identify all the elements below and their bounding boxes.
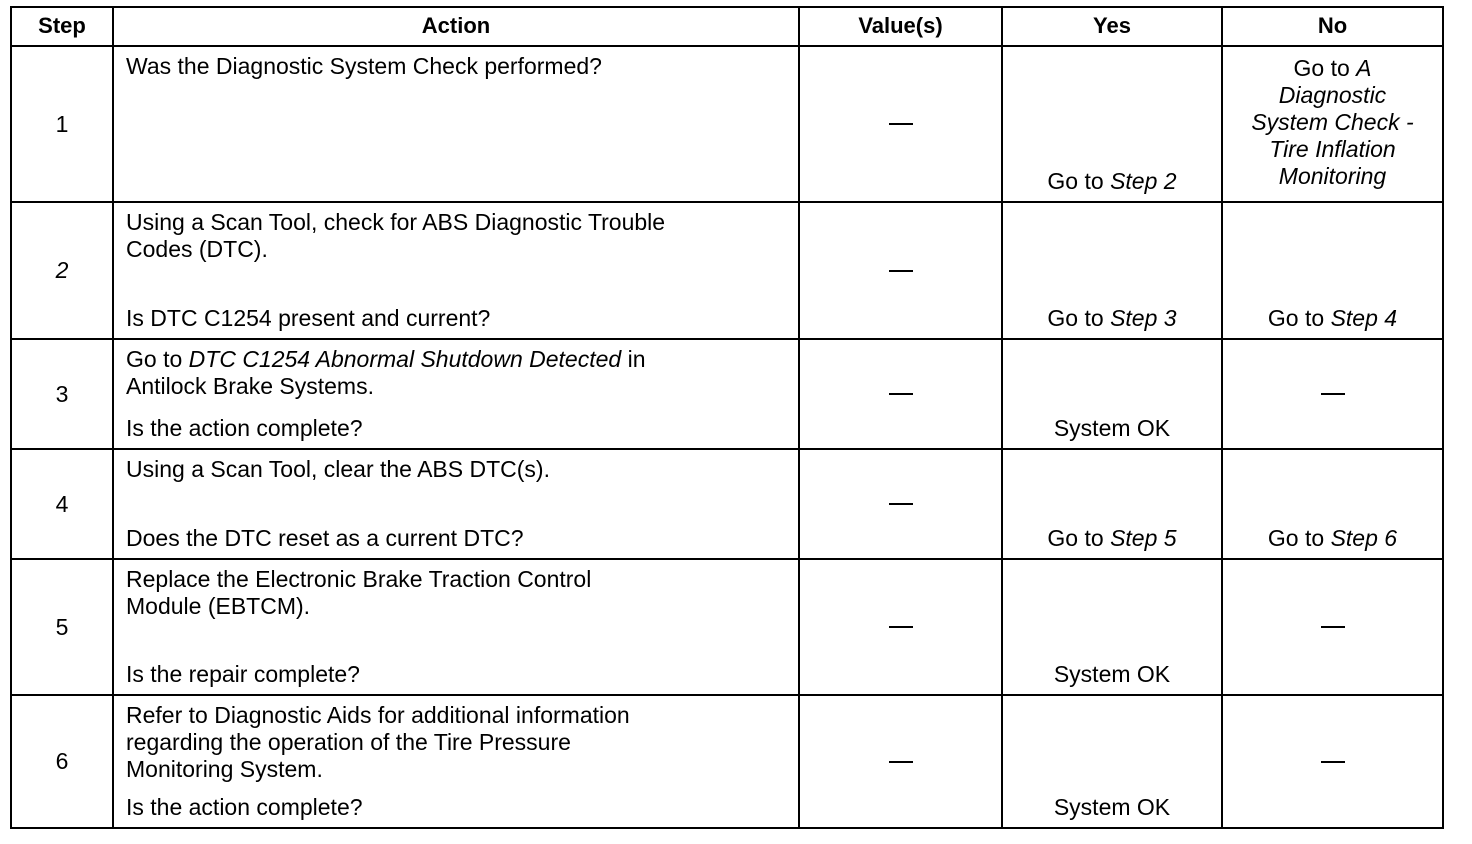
yes-answer: Go to Step 3 (1047, 305, 1177, 331)
step-number: 6 (12, 696, 114, 827)
value-cell (800, 450, 1003, 560)
no-dash (1321, 626, 1345, 628)
step-number: 5 (12, 560, 114, 696)
action-question: Is DTC C1254 present and current? (126, 305, 491, 331)
action-text: Refer to Diagnostic Aids for additional information (126, 702, 630, 728)
action-text: Using a Scan Tool, check for ABS Diagnostic Trouble (126, 209, 666, 235)
value-cell (800, 560, 1003, 696)
no-cell (1223, 47, 1442, 203)
action-text: Codes (DTC). (126, 236, 268, 262)
yes-answer: System OK (1053, 661, 1171, 687)
header-step: Step (12, 8, 114, 47)
step-link[interactable]: Step 3 (1110, 305, 1177, 331)
step-link[interactable]: Step 6 (1330, 525, 1398, 551)
action-cell (114, 560, 800, 696)
action-text: Antilock Brake Systems. (126, 373, 374, 399)
yes-cell (1003, 696, 1223, 827)
action-text: regarding the operation of the Tire Pressure (126, 729, 571, 755)
action-cell (114, 203, 800, 340)
step-link[interactable]: Step 4 (1330, 305, 1398, 331)
step-number: 4 (12, 450, 114, 560)
yes-cell (1003, 560, 1223, 696)
no-cell (1223, 340, 1442, 450)
value-dash (889, 503, 913, 505)
yes-answer: System OK (1053, 794, 1171, 820)
step-link[interactable]: Step 2 (1110, 168, 1177, 194)
yes-cell (1003, 47, 1223, 203)
header-action: Action (114, 8, 800, 47)
value-cell (800, 47, 1003, 203)
no-dash (1321, 761, 1345, 763)
yes-answer: System OK (1053, 415, 1171, 441)
value-dash (889, 626, 913, 628)
diagnostic-table (10, 6, 1444, 829)
yes-answer: Go to Step 5 (1047, 525, 1177, 551)
header-no: No (1223, 8, 1442, 47)
action-text: Module (EBTCM). (126, 593, 311, 619)
action-question: Does the DTC reset as a current DTC? (126, 525, 524, 551)
action-text: Using a Scan Tool, clear the ABS DTC(s). (126, 456, 550, 482)
no-answer: Go to Step 4 (1267, 305, 1398, 331)
action-text: Monitoring System. (126, 756, 323, 782)
procedure-link[interactable]: A (1356, 55, 1372, 81)
dtc-link[interactable]: DTC C1254 Abnormal Shutdown Detected (188, 346, 622, 372)
value-dash (889, 270, 913, 272)
value-dash (889, 761, 913, 763)
action-cell (114, 450, 800, 560)
yes-cell (1003, 450, 1223, 560)
value-cell (800, 203, 1003, 340)
action-text: Was the Diagnostic System Check performed? (126, 53, 602, 79)
action-question: Is the action complete? (126, 794, 363, 820)
no-cell (1223, 560, 1442, 696)
action-question: Is the action complete? (126, 415, 363, 441)
value-cell (800, 340, 1003, 450)
no-cell (1223, 450, 1442, 560)
step-number: 2 (12, 203, 114, 340)
header-values: Value(s) (800, 8, 1003, 47)
yes-cell (1003, 203, 1223, 340)
yes-cell (1003, 340, 1223, 450)
value-dash (889, 393, 913, 395)
no-answer: Go to Step 6 (1267, 525, 1398, 551)
yes-answer: Go to Step 2 (1047, 168, 1177, 194)
value-cell (800, 696, 1003, 827)
header-yes: Yes (1003, 8, 1223, 47)
step-number: 3 (12, 340, 114, 450)
step-link[interactable]: Step 5 (1110, 525, 1177, 551)
no-cell (1223, 203, 1442, 340)
value-dash (889, 123, 913, 125)
action-text: Go to DTC C1254 Abnormal Shutdown Detected in (126, 346, 646, 372)
action-text: Replace the Electronic Brake Traction Control (126, 566, 592, 592)
no-answer: Go to A Diagnostic System Check - Tire Inflation Monitoring (1251, 55, 1414, 189)
action-cell (114, 340, 800, 450)
no-cell (1223, 696, 1442, 827)
action-cell (114, 696, 800, 827)
no-dash (1321, 393, 1345, 395)
step-number: 1 (12, 47, 114, 203)
action-question: Is the repair complete? (126, 661, 360, 687)
action-cell (114, 47, 800, 203)
